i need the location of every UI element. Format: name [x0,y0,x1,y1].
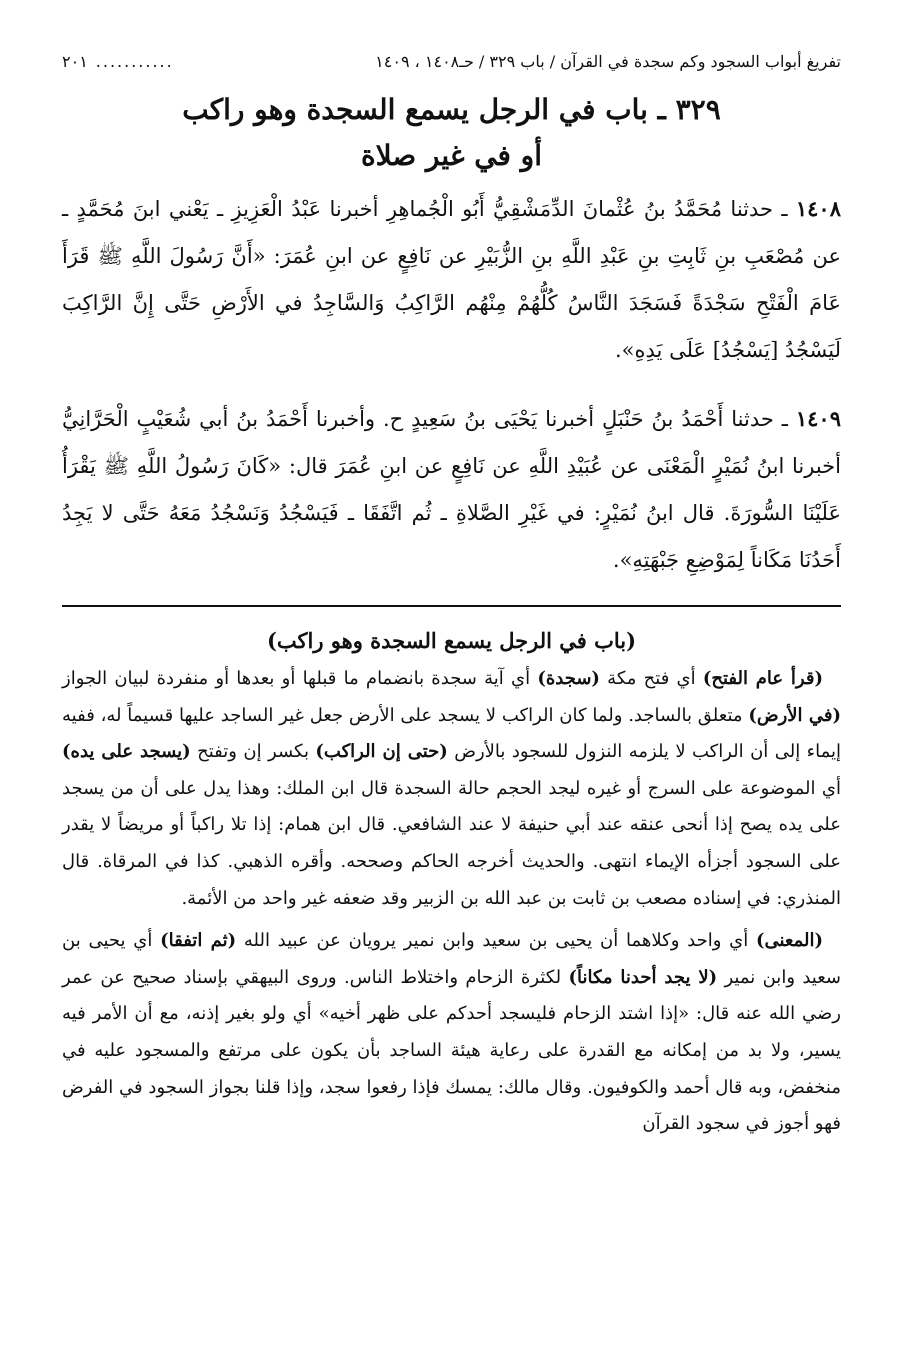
keyword: (لا يجد أحدنا مكاناً) [568,966,718,988]
chapter-title-line-1: ٣٢٩ ـ باب في الرجل يسمع السجدة وهو راكب [182,93,721,126]
keyword: (حتى إن الراكب) [315,741,448,763]
hadith-text: ـ حدثنا أَحْمَدُ بنُ حَنْبَلٍ أخبرنا يَحْيَى بنُ سَعِيدٍ ح. وأخبرنا أَحْمَدُ بنُ أبي شُعَيْبٍ الْحَرَّانِيُّ أخبرنا ابنُ نُمَيْرٍ الْمَعْنَى عن عُبَيْدِ اللَّهِ عن نَافِعٍ عن ابنِ عُمَرَ قال: «كَانَ رَسُولُ اللَّهِ ﷺ يَقْرَأُ عَلَيْنَا السُّورَةَ. قال ابنُ نُمَيْرٍ: في غَيْرِ الصَّلاةِ ـ ثُم اتَّفَقَا ـ فَيَسْجُدُ وَنَسْجُدُ مَعَهُ حَتَّى لا يَجِدُ أَحَدُنَا مَكَاناً لِمَوْضِعِ جَبْهَتِهِ». [62,407,841,572]
keyword: (المعنى) [755,930,824,952]
keyword: (سجدة) [537,668,600,689]
commentary-paragraph-1 [62,661,841,917]
hadith-1409 [62,395,841,584]
running-header [62,52,841,77]
section-divider [62,605,841,607]
commentary-text: أي واحد وكلاهما أن يحيى بن سعيد وابن نمير يرويان عن عبيد الله [236,930,756,952]
commentary-text: أي يحيى بن سعيد وابن نمير [62,930,841,988]
page-number: ٢٠١ [62,52,88,71]
hadith-text: ـ حدثنا مُحَمَّدُ بنُ عُثْمانَ الدِّمَشْقِيُّ أَبُو الْجُماهِرِ أخبرنا عَبْدُ الْعَزِيزِ ـ يَعْني ابنَ مُحَمَّدٍ ـ عن مُصْعَبِ بنِ ثَابِتِ بنِ عَبْدِ اللَّهِ بنِ الزُّبَيْرِ عن نَافِعٍ عن ابنِ عُمَرَ: «أَنَّ رَسُولَ اللَّهِ ﷺ قَرَأَ عَامَ الْفَتْحِ سَجْدَةً فَسَجَدَ النَّاسُ كُلُّهُمْ مِنْهُم الرَّاكِبُ وَالسَّاجِدُ في الأَرْضِ حَتَّى إِنَّ الرَّاكِبَ لَيَسْجُدُ [يَسْجُدُ] عَلَى يَدِهِ». [62,197,841,362]
commentary-paragraph-2 [62,923,841,1143]
chapter-title [62,87,841,179]
commentary-text: أي آية سجدة بانضمام ما قبلها أو بعدها أو منفردة لبيان الجواز [62,668,538,689]
commentary-text: أي الموضوعة على السرج أو غيره ليجد الحجم حالة السجدة قال ابن الملك: وهذا يدل على أن من يسجد على يده يصح إذا أنحى عنقه عند أبي حنيفة لا عند الشافعي. قال ابن همام: إذا تلا راكباً أو مريضاً لا يقدر على السجود أجزأه الإيماء انتهى. والحديث أخرجه الحاكم وصححه. وأقره الذهبي. كذا في المرقاة. قال المنذري: في إسناده مصعب بن ثابت بن عبد الله بن الزبير وقد ضعفه غير واحد من الأئمة. [62,777,841,909]
leader-dots: ........... [95,52,174,71]
keyword: (قرأ عام الفتح) [702,668,823,689]
keyword: (في الأرض) [748,704,841,726]
running-title: تفريغ أبواب السجود وكم سجدة في القرآن / باب ٣٢٩ / حـ١٤٠٨ ، ١٤٠٩ [375,52,841,71]
commentary-text: بكسر إن وتفتح [190,741,316,763]
keyword: (ثم اتفقا) [160,930,237,952]
book-page [62,52,841,1307]
chapter-title-line-2: أو في غير صلاة [361,139,542,172]
hadith-1408 [62,185,841,374]
keyword: (يسجد على يده) [62,741,191,763]
commentary-text: متعلق بالساجد. ولما كان الراكب لا يسجد على الأرض جعل غير الساجد عليها قسيماً له، ففيه إيماء إلى أن الراكب لا يلزمه النزول للسجود بالأرض [62,704,841,763]
commentary-title: (باب في الرجل يسمع السجدة وهو راكب) [266,628,637,653]
hadith-number: ١٤٠٨ [795,196,841,221]
commentary-text: أي فتح مكة [599,668,703,689]
commentary-text: لكثرة الزحام واختلاط الناس. وروى البيهقي بإسناد صحيح عن عمر رضي الله عنه قال: «إذا اشتد الزحام فليسجد أحدكم على ظهر أخيه» أي ولو بغير إذنه، مع أن الأمر فيه يسير، ولا بد من إمكانه مع القدرة على رعاية هيئة الساجد بأن يكون على مرتفع والمسجود عليه في منخفض، وبه قال أحمد والكوفيون. وقال مالك: يمسك فإذا رفعوا سجد، وإذا قلنا بجواز السجود في الفرض فهو أجوز في سجود القرآن [62,966,841,1135]
hadith-number: ١٤٠٩ [795,406,841,431]
